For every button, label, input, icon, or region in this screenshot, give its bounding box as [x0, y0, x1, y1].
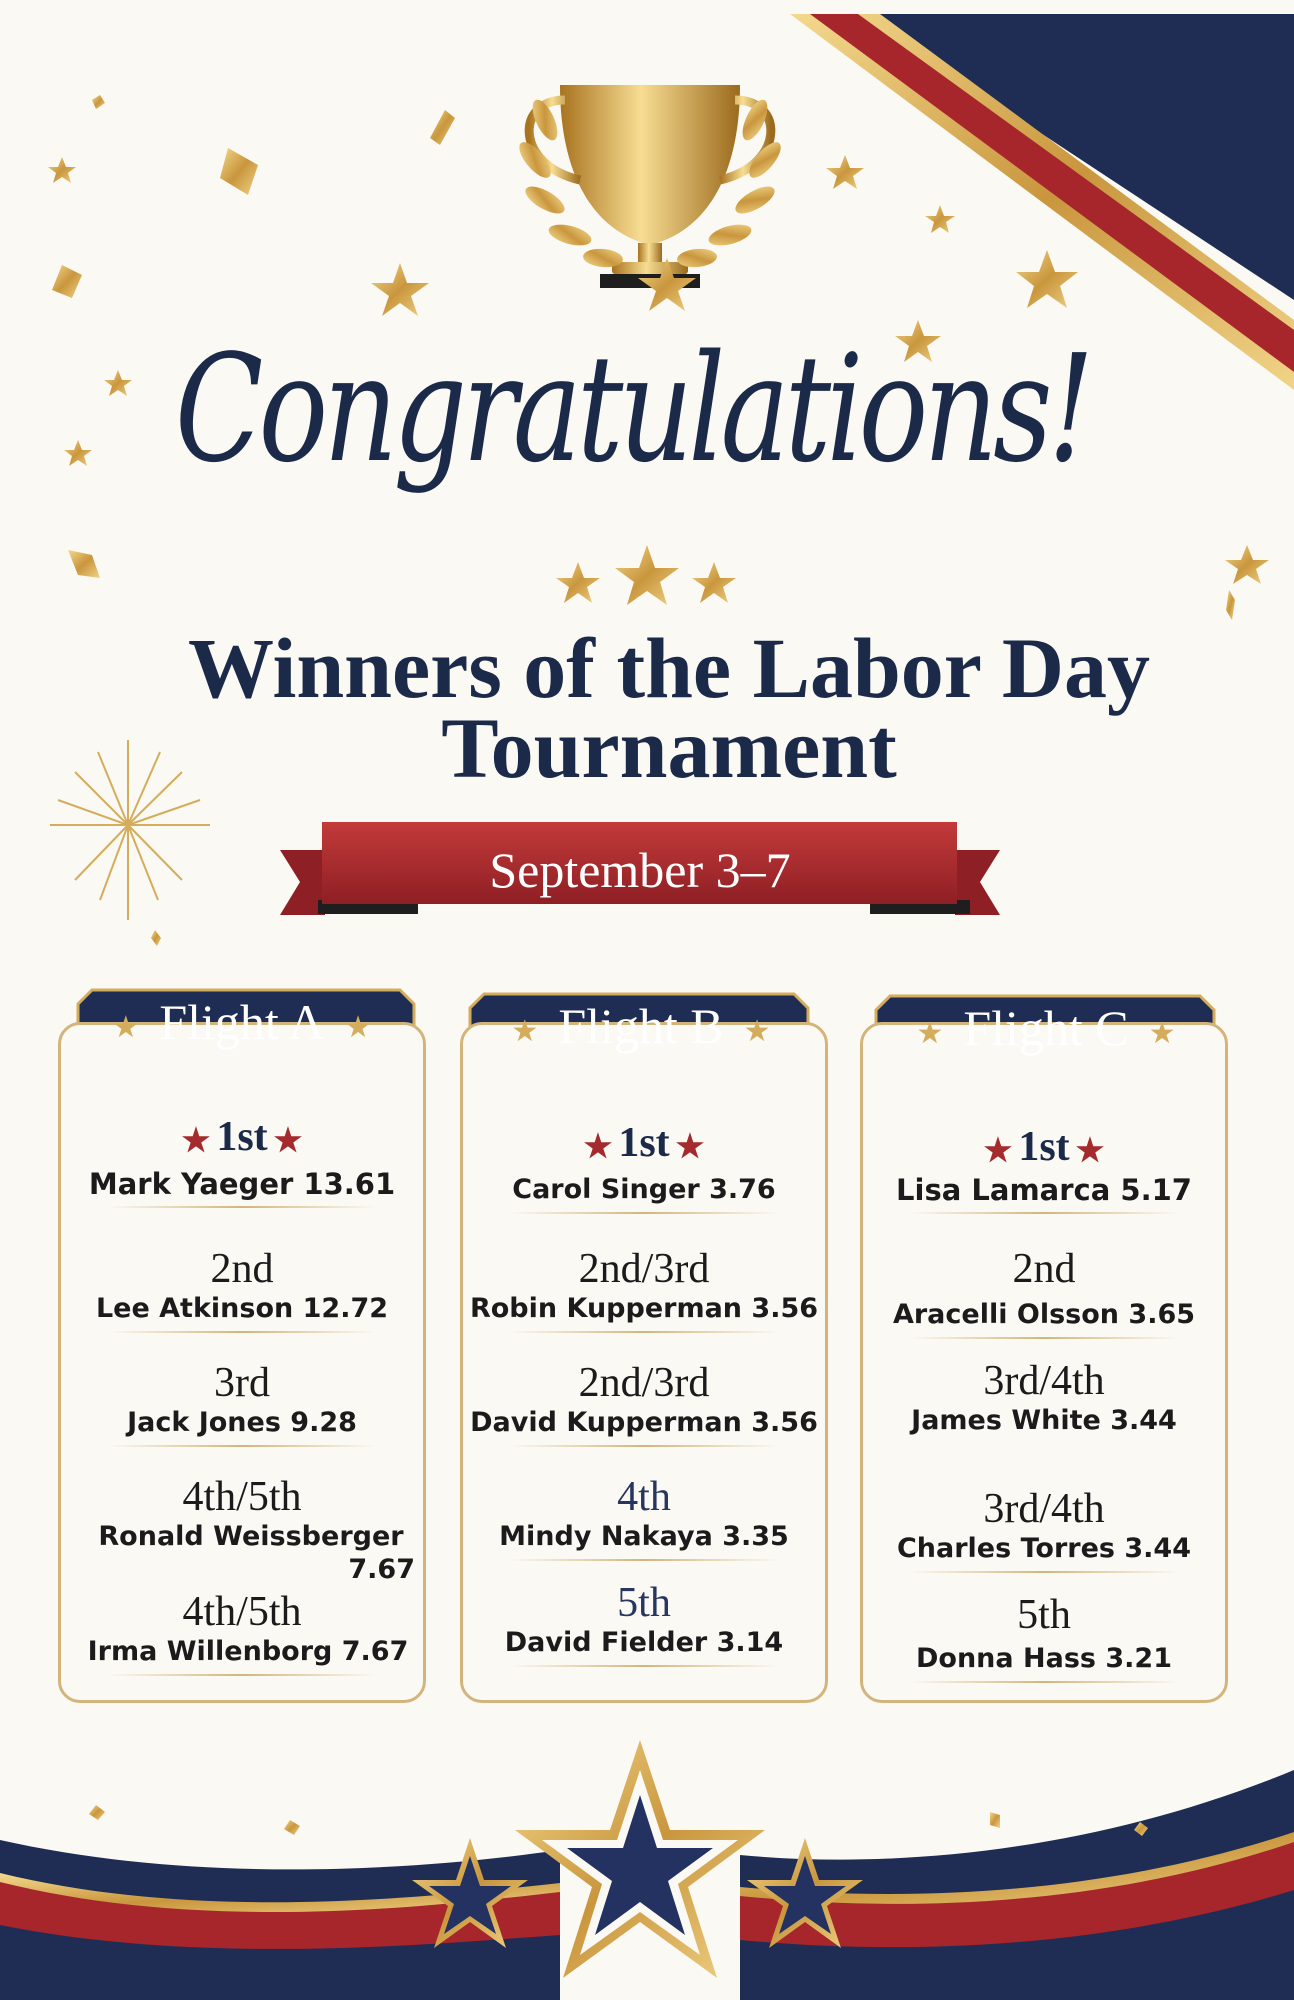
divider: [107, 1674, 377, 1676]
page-title: [22, 620, 1294, 796]
place-label: 2nd: [1012, 1246, 1076, 1292]
list-item: [463, 1247, 825, 1333]
star-icon: ★: [344, 1010, 372, 1044]
divider: [909, 1337, 1179, 1339]
winner-name: Jack Jones 9.28: [127, 1407, 357, 1438]
list-item: [463, 1475, 825, 1561]
place-label: 5th: [1017, 1592, 1071, 1638]
title-divider: [245, 545, 1045, 605]
flight-b-card: [460, 998, 828, 1703]
winner-name: Mindy Nakaya 3.35: [499, 1521, 789, 1552]
list-item: [61, 1590, 423, 1676]
divider: [509, 1212, 779, 1214]
list-item: [863, 1247, 1225, 1339]
flight-a-card: [58, 994, 426, 1703]
winner-name: Mark Yaeger 13.61: [88, 1167, 396, 1202]
star-icon: ★: [583, 1128, 613, 1165]
congratulations-heading: Congratulations!: [175, 323, 1090, 495]
place-label: 3rd/4th: [983, 1486, 1105, 1532]
divider: [107, 1206, 377, 1208]
flight-c-header: [878, 985, 1214, 1071]
winner-name: Irma Willenborg 7.67: [87, 1636, 409, 1667]
flight-c-card: [860, 1000, 1228, 1703]
list-item: [463, 1361, 825, 1447]
star-icon: ★: [273, 1122, 303, 1159]
place-label: 5th: [617, 1580, 671, 1626]
flight-a-header: [74, 979, 410, 1065]
place-label: 3rd: [214, 1360, 270, 1406]
list-item: [463, 1581, 825, 1667]
star-icon: ★: [511, 1014, 539, 1048]
list-item: [863, 1359, 1225, 1439]
divider: [509, 1331, 779, 1333]
flight-b-title: Flight B: [558, 998, 724, 1054]
divider: [107, 1331, 377, 1333]
winner-name: Carol Singer 3.76: [512, 1174, 776, 1206]
winner-name: James White 3.44: [911, 1405, 1177, 1436]
star-icon: ★: [112, 1010, 140, 1044]
winner-score: 7.67: [348, 1554, 415, 1585]
divider: [509, 1665, 779, 1667]
star-icon: ★: [983, 1132, 1013, 1169]
list-item: [863, 1593, 1225, 1683]
list-item: [61, 1475, 423, 1585]
star-icon: ★: [675, 1128, 705, 1165]
star-icon: ★: [181, 1122, 211, 1159]
place-label: ★ 1st ★: [583, 1120, 705, 1166]
winner-name: Aracelli Olsson 3.65: [892, 1299, 1196, 1330]
list-item: [61, 1247, 423, 1333]
place-label: 4th/5th: [182, 1589, 302, 1635]
list-item: [61, 1115, 423, 1208]
divider: [509, 1559, 779, 1561]
winner-name: Lisa Lamarca 5.17: [896, 1173, 1192, 1208]
winner-name: Robin Kupperman 3.56: [469, 1293, 819, 1324]
divider: [909, 1571, 1179, 1573]
star-icon: ★: [1075, 1132, 1105, 1169]
winner-name: Charles Torres 3.44: [896, 1533, 1192, 1564]
title-line-2: Tournament: [441, 700, 897, 796]
place-label: 2nd: [210, 1246, 274, 1292]
divider: [909, 1681, 1179, 1683]
winner-name: Ronald Weissberger: [98, 1521, 404, 1552]
star-icon: ★: [1148, 1016, 1176, 1050]
place-label: 2nd/3rd: [578, 1246, 710, 1292]
title-line-1: Winners of the Labor Day: [188, 620, 1150, 716]
place-label: ★ 1st ★: [181, 1114, 303, 1160]
divider: [107, 1445, 377, 1447]
star-icon: ★: [743, 1014, 771, 1048]
winner-name: Lee Atkinson 12.72: [95, 1293, 389, 1324]
place-label: 2nd/3rd: [578, 1360, 710, 1406]
place-label: 3rd/4th: [983, 1358, 1105, 1404]
trophy-icon: [529, 85, 771, 288]
list-item: [863, 1125, 1225, 1214]
list-item: [463, 1121, 825, 1214]
winner-name: David Fielder 3.14: [504, 1627, 784, 1658]
flight-b-header: [473, 983, 809, 1069]
place-label: ★ 1st ★: [983, 1124, 1105, 1170]
winner-name: David Kupperman 3.56: [470, 1407, 818, 1438]
divider: [909, 1212, 1179, 1214]
place-label: 4th: [617, 1474, 671, 1520]
list-item: [61, 1361, 423, 1447]
winner-name: Donna Hass 3.21: [916, 1643, 1172, 1674]
flight-a-title: Flight A: [159, 994, 325, 1050]
tournament-dates: September 3–7: [489, 842, 791, 898]
list-item: [863, 1487, 1225, 1573]
divider: [509, 1445, 779, 1447]
star-icon: ★: [916, 1016, 944, 1050]
flight-c-title: Flight C: [963, 1000, 1129, 1056]
place-label: 4th/5th: [182, 1474, 302, 1520]
